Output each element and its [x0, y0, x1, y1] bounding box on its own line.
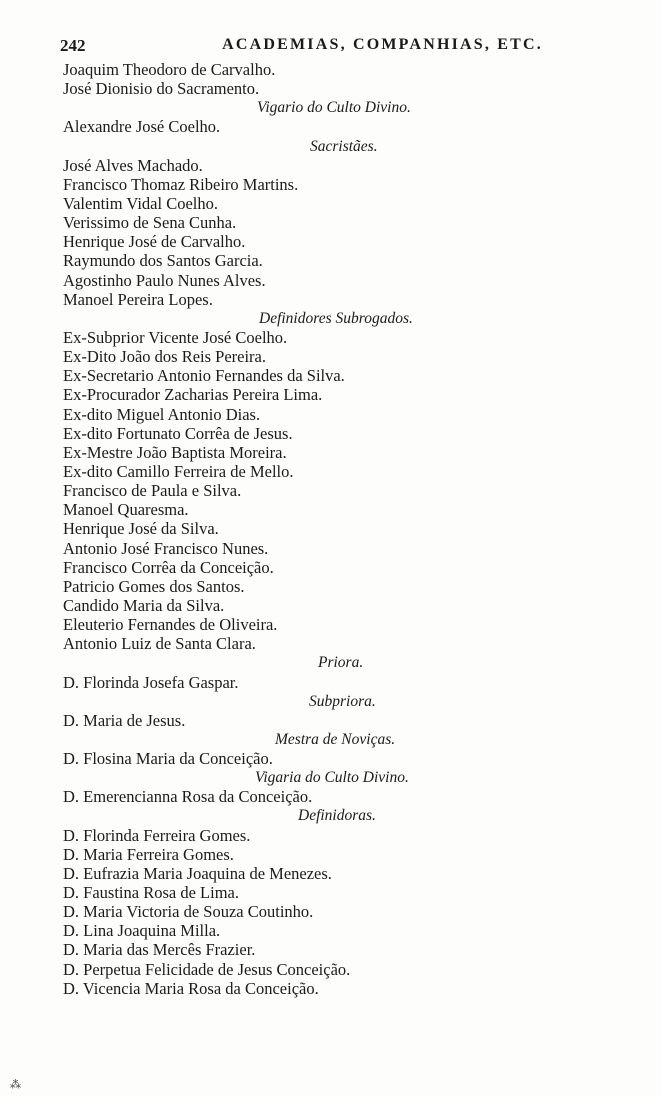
member-name: D. Lina Joaquina Milla. — [63, 921, 221, 941]
member-name: Ex-Procurador Zacharias Pereira Lima. — [63, 385, 323, 405]
member-name: Agostinho Paulo Nunes Alves. — [63, 270, 266, 290]
member-name: Eleuterio Fernandes de Oliveira. — [63, 615, 278, 635]
section-heading: Definidores Subrogados. — [259, 309, 413, 327]
section-heading: Subpriora. — [309, 692, 376, 710]
member-name: Patricio Gomes dos Santos. — [63, 576, 245, 596]
member-name: Manoel Pereira Lopes. — [63, 289, 213, 309]
member-name: Ex-dito Camillo Ferreira de Mello. — [63, 461, 294, 481]
section-heading: Vigaria do Culto Divino. — [255, 769, 409, 787]
member-name: Ex-Dito João dos Reis Pereira. — [63, 347, 267, 367]
member-name: Raymundo dos Santos Garcia. — [63, 251, 263, 271]
member-name: Henrique José de Carvalho. — [63, 232, 246, 252]
page-header — [60, 36, 543, 58]
member-name: Candido Maria da Silva. — [63, 595, 225, 615]
section-heading: Sacristães. — [310, 137, 378, 155]
member-name: D. Flosina Maria da Conceição. — [63, 749, 273, 769]
member-name: Alexandre José Coelho. — [63, 117, 221, 137]
member-name: Francisco Corrêa da Conceição. — [63, 557, 274, 577]
section-heading: Vigario do Culto Divino. — [257, 99, 411, 117]
member-name: D. Maria Victoria de Souza Coutinho. — [63, 902, 314, 922]
member-name: D. Maria Ferreira Gomes. — [63, 844, 234, 864]
member-name: D. Eufrazia Maria Joaquina de Menezes. — [63, 863, 332, 883]
member-name: D. Maria de Jesus. — [63, 710, 186, 730]
member-name: D. Vicencia Maria Rosa da Conceição. — [63, 978, 319, 998]
member-name: Valentim Vidal Coelho. — [63, 193, 218, 213]
member-name: Ex-Mestre João Baptista Moreira. — [63, 442, 287, 462]
member-name: Ex-dito Miguel Antonio Dias. — [63, 404, 261, 424]
section-heading: Mestra de Noviças. — [275, 730, 396, 748]
member-name: D. Faustina Rosa de Lima. — [63, 883, 239, 903]
member-name: D. Florinda Josefa Gaspar. — [63, 672, 239, 692]
page-number: 242 — [60, 36, 86, 55]
printer-mark: ⁂ — [10, 1079, 21, 1091]
section-heading: Priora. — [318, 654, 364, 672]
member-name: Joaquim Theodoro de Carvalho. — [63, 60, 276, 79]
member-name: Verissimo de Sena Cunha. — [63, 213, 237, 233]
member-name: Henrique José da Silva. — [63, 519, 219, 539]
member-name: Francisco Thomaz Ribeiro Martins. — [63, 174, 299, 194]
member-name: José Dionisio do Sacramento. — [63, 79, 260, 99]
section-heading: Definidoras. — [298, 807, 376, 825]
member-name: Manoel Quaresma. — [63, 500, 189, 520]
member-list — [63, 60, 533, 998]
member-name: Antonio José Francisco Nunes. — [63, 538, 269, 558]
member-name: Ex-dito Fortunato Corrêa de Jesus. — [63, 423, 293, 443]
member-name: José Alves Machado. — [63, 155, 203, 175]
member-name: Francisco de Paula e Silva. — [63, 481, 242, 501]
member-name: D. Maria das Mercês Frazier. — [63, 940, 256, 960]
member-name: Ex-Secretario Antonio Fernandes da Silva. — [63, 366, 345, 386]
member-name: D. Emerencianna Rosa da Conceição. — [63, 787, 313, 807]
member-name: D. Perpetua Felicidade de Jesus Conceição. — [63, 959, 351, 979]
member-name: D. Florinda Ferreira Gomes. — [63, 825, 251, 845]
member-name: Ex-Subprior Vicente José Coelho. — [63, 327, 288, 347]
member-name: Antonio Luiz de Santa Clara. — [63, 634, 256, 654]
running-title: ACADEMIAS, COMPANHIAS, ETC. — [222, 36, 543, 53]
